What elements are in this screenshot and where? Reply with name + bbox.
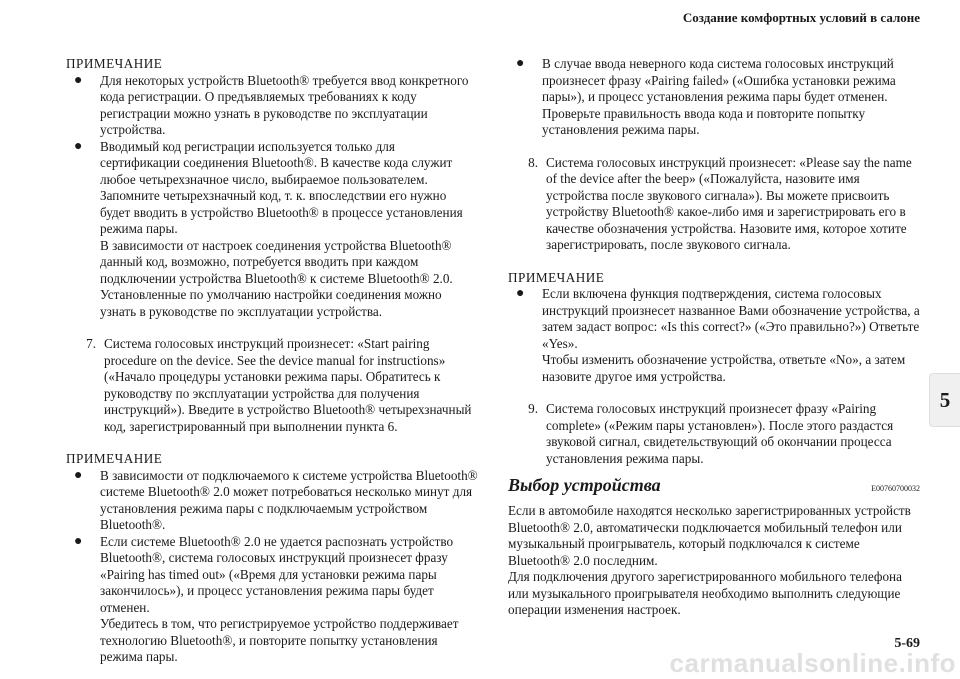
note-bullet: [66, 139, 478, 321]
note-bullet: [66, 534, 478, 666]
note-bullet: [66, 73, 478, 139]
bullet-text: Вводимый код регистрации используется только для сертификации соединения Bluetooth®. В качестве кода служит любое четырехзначное число, выбираемое пользователем. Запомните четырехзначный код, т. к. впоследствии его нужно будет вводить в устройство Bluetooth® в процессе установления режима пары.: [100, 138, 463, 236]
section-code: E00760700032: [871, 483, 920, 493]
step-8: [508, 155, 920, 254]
section-title: [508, 477, 920, 499]
watermark: carmanualsonline.info: [669, 648, 956, 678]
step-number: 8.: [528, 154, 538, 170]
note-bullet: [508, 286, 920, 385]
bullet-text-continued: В зависимости от настроек соединения устройства Bluetooth® данный код, возможно, потребуется вводить при каждом подключении устройства Bluetooth® к системе Bluetooth® 2.0. Установленные по умолчанию настройки соединения можно узнать в руководстве по эксплуатации устройства.: [100, 237, 453, 319]
paragraph: Если в автомобиле находятся несколько зарегистрированных устройств Bluetooth® 2.0, автоматически подключается мобильный телефон или музыкальный проигрыватель, который подключался к системе Bluetooth® 2.0 последним.: [508, 503, 911, 568]
bullet-text: Если включена функция подтверждения, система голосовых инструкций произнесет названное Вами обозначение устройства, а затем задаст вопрос: «Is this correct?» («Это правильно?») Ответьте «Yes».: [542, 286, 920, 351]
paragraph: Для подключения другого зарегистрированного мобильного телефона или музыкального проигрывателя необходимо выполнить следующие операции изменения настроек.: [508, 569, 902, 617]
note-title: ПРИМЕЧАНИЕ: [66, 451, 163, 466]
step-text: Система голосовых инструкций произнесет: «Start pairing procedure on the device. See the device manual for instructions» («Начало процедуры установки режима пары. Обратитесь к руководству по эксплуатации устройства для получения инструкций»). Введите в устройство Bluetooth® четырехзначный код, зарегистрированный при выполнении пункта 6.: [104, 336, 472, 434]
bullet-dot-icon: ●: [74, 533, 83, 549]
bullet-dot-icon: ●: [516, 286, 525, 301]
page-number: 5-69: [894, 636, 920, 651]
left-column: [66, 56, 478, 666]
step-text: Система голосовых инструкций произнесет фразу «Pairing complete» («Режим пары установлен»). После этого раздастся звуковой сигнал, свидетельствующий об окончании процесса установления режима пары.: [546, 401, 894, 466]
bullet-text-continued: Убедитесь в том, что регистрируемое устройство поддерживает технологию Bluetooth®, и повторите попытку установления режима пары.: [100, 616, 459, 664]
bullet-text: Для некоторых устройств Bluetooth® требуется ввод конкретного кода регистрации. О предъявляемых требованиях к коду регистрации можно узнать в руководстве по эксплуатации устройства.: [100, 72, 469, 137]
step-text: Система голосовых инструкций произнесет: «Please say the name of the device after the beep» («Пожалуйста, назовите имя устройства после звукового сигнала»). Вы можете присвоить устройству Bluetooth® какое-либо имя и зарегистрировать его в качестве обозначения устройства. Назовите имя, которое хотите зарегистрировать, после звукового сигнала.: [546, 154, 912, 252]
section-title-text: Выбор устройства: [508, 475, 661, 495]
note-title: ПРИМЕЧАНИЕ: [508, 269, 605, 285]
bullet-text: В зависимости от подключаемого к системе устройства Bluetooth® системе Bluetooth® 2.0 может потребоваться несколько минут для установления режима пары с подключаемым устройством Bluetooth®.: [100, 467, 478, 532]
section-body: [508, 503, 920, 619]
page-header: Создание комфортных условий в салоне: [682, 10, 920, 25]
step-7: [66, 336, 478, 435]
bullet-dot-icon: ●: [74, 467, 83, 483]
bullet-text: В случае ввода неверного кода система голосовых инструкций произнесет фразу «Pairing failed» («Ошибка установки режима пары»), и процесс установления режима пары будет отменен. Проверьте правильность ввода кода и повторите попытку установления режима пары.: [542, 56, 896, 137]
step-number: 7.: [86, 336, 96, 351]
note-title: ПРИМЕЧАНИЕ: [66, 56, 163, 71]
bullet-dot-icon: ●: [74, 138, 83, 154]
chapter-tab: 5: [929, 373, 960, 427]
bullet-dot-icon: ●: [74, 72, 83, 88]
note-bullet: [508, 56, 920, 139]
bullet-text-continued: Чтобы изменить обозначение устройства, ответьте «No», а затем назовите другое имя устройства.: [542, 352, 906, 384]
note-bullet: [66, 468, 478, 534]
bullet-text: Если системе Bluetooth® 2.0 не удается распознать устройство Bluetooth®, система голосовых инструкций произнесет фразу «Pairing has timed out» («Время для установки режима пары закончилось»), и процесс установления режима пары будет отменен.: [100, 533, 454, 615]
bullet-dot-icon: ●: [516, 56, 525, 71]
step-9: [508, 401, 920, 467]
right-column: [508, 56, 920, 619]
step-number: 9.: [528, 401, 538, 416]
